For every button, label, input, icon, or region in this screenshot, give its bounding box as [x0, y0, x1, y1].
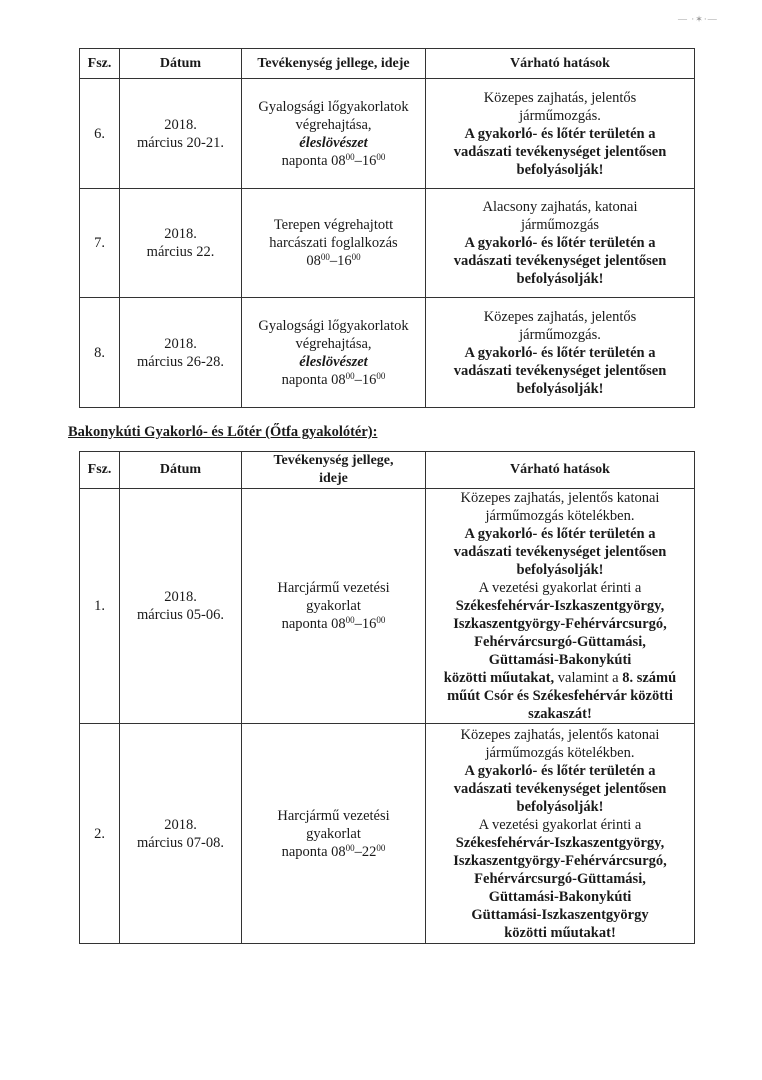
header-tevekenyseg-line: ideje	[319, 471, 348, 486]
row-effects	[426, 79, 695, 189]
effect-warning: befolyásolják!	[516, 161, 604, 178]
header-hatasok: Várható hatások	[426, 49, 695, 79]
road-segment: Fehérvárcsurgó-Güttamási,	[474, 634, 646, 650]
date-year: 2018.	[164, 116, 197, 133]
activity-line: Harcjármű vezetési	[277, 807, 390, 824]
row-activity	[242, 79, 426, 189]
schedule-table-1	[79, 48, 695, 408]
date-day: március 20-21.	[137, 134, 224, 151]
row-number: 6.	[80, 79, 120, 189]
row-activity	[242, 298, 426, 408]
effect-warning: befolyásolják!	[516, 798, 604, 815]
effect-line: Alacsony zajhatás, katonai	[482, 199, 638, 215]
row-effects	[426, 489, 695, 724]
road-segment: szakaszát!	[528, 706, 592, 722]
row-date	[120, 489, 242, 724]
road-segment: műút Csór és Székesfehérvár közötti	[447, 688, 673, 704]
activity-line: Harcjármű vezetési	[277, 580, 390, 596]
effect-line: Közepes zajhatás, jelentős katonai	[460, 490, 660, 506]
row-activity	[242, 724, 426, 944]
activity-live-fire: éleslövészet	[299, 134, 368, 151]
table-row	[80, 489, 695, 724]
road-segment: Székesfehérvár-Iszkaszentgyörgy,	[455, 598, 665, 614]
row-date	[120, 724, 242, 944]
activity-time: naponta $08^{00}-16^{00}$	[281, 615, 386, 632]
effect-line: járműmozgás.	[519, 107, 601, 124]
date-year: 2018.	[164, 816, 197, 833]
row-effects	[426, 189, 695, 298]
section-heading-bakonykuti: Bakonykúti Gyakorló- és Lőtér (Őtfa gyakolótér):	[68, 424, 378, 440]
date-year: 2018.	[164, 335, 197, 352]
row-number: 8.	[80, 298, 120, 408]
road-segment: Güttamási-Iszkaszentgyörgy	[471, 906, 649, 923]
header-fsz: Fsz.	[80, 452, 120, 489]
table-row	[80, 298, 695, 408]
row-date	[120, 298, 242, 408]
effect-line: járműmozgás.	[519, 326, 601, 343]
row-date	[120, 189, 242, 298]
effect-warning: A gyakorló- és lőtér területén a	[464, 762, 656, 779]
header-datum: Dátum	[120, 49, 242, 79]
table-row	[80, 79, 695, 189]
road-segment: Iszkaszentgyörgy-Fehérvárcsurgó,	[453, 616, 667, 632]
row-number: 2.	[80, 724, 120, 944]
road-segment: Iszkaszentgyörgy-Fehérvárcsurgó,	[453, 852, 667, 869]
activity-line: Gyalogsági lőgyakorlatok	[258, 98, 409, 115]
effect-line: járműmozgás	[520, 217, 600, 233]
activity-line: gyakorlat	[306, 825, 361, 842]
date-day: március 05-06.	[137, 607, 224, 623]
row-date	[120, 79, 242, 189]
date-day: március 26-28.	[137, 353, 224, 370]
row-activity	[242, 489, 426, 724]
road-segment: Güttamási-Bakonykúti	[488, 888, 632, 905]
date-day: március 07-08.	[137, 834, 224, 851]
header-tevekenyseg	[242, 452, 426, 489]
header-hatasok: Várható hatások	[426, 452, 695, 489]
effect-warning: vadászati tevékenységet jelentősen	[453, 253, 667, 269]
effect-warning: befolyásolják!	[516, 271, 604, 287]
effect-line: A vezetési gyakorlat érinti a	[478, 816, 642, 833]
effect-warning: A gyakorló- és lőtér területén a	[464, 125, 656, 142]
effect-line: A vezetési gyakorlat érinti a	[478, 580, 642, 596]
row-number: 7.	[80, 189, 120, 298]
table-row	[80, 189, 695, 298]
row-activity	[242, 189, 426, 298]
header-tevekenyseg-line: Tevékenység jellege,	[273, 453, 394, 468]
activity-line: végrehajtása,	[295, 116, 372, 133]
activity-line: Terepen végrehajtott	[273, 217, 394, 233]
activity-line: végrehajtása,	[295, 335, 372, 352]
road-segment: közötti műutakat!	[504, 924, 616, 941]
table-header-row	[80, 49, 695, 79]
row-number: 1.	[80, 489, 120, 724]
header-tevekenyseg: Tevékenység jellege, ideje	[242, 49, 426, 79]
corner-scan-mark: — ·✶·—	[678, 14, 718, 24]
row-effects	[426, 298, 695, 408]
header-datum: Dátum	[120, 452, 242, 489]
date-year: 2018.	[164, 589, 197, 605]
date-day: március 22.	[146, 244, 215, 260]
effect-warning: A gyakorló- és lőtér területén a	[464, 344, 656, 361]
date-year: 2018.	[164, 226, 197, 242]
effect-warning: A gyakorló- és lőtér területén a	[464, 526, 656, 542]
activity-time: naponta $08^{00}-16^{00}$	[281, 151, 386, 169]
table-header-row	[80, 452, 695, 489]
effect-line: Közepes zajhatás, jelentős	[483, 89, 637, 106]
effect-line: járműmozgás kötelékben.	[485, 508, 635, 524]
activity-live-fire: éleslövészet	[299, 353, 368, 370]
activity-time: $08^{00}-16^{00}$	[306, 252, 361, 269]
schedule-table-2	[79, 451, 695, 944]
activity-line: harcászati foglalkozás	[269, 235, 398, 251]
effect-warning: vadászati tevékenységet jelentősen	[453, 362, 667, 379]
effect-warning: befolyásolják!	[516, 562, 604, 578]
effect-line-mixed: közötti műutakat, valamint a 8. számú	[443, 670, 677, 686]
row-effects	[426, 724, 695, 944]
effect-line: Közepes zajhatás, jelentős katonai	[460, 726, 660, 743]
effect-line: Közepes zajhatás, jelentős	[483, 308, 637, 325]
table-row	[80, 724, 695, 944]
road-segment: Székesfehérvár-Iszkaszentgyörgy,	[455, 834, 665, 851]
activity-time: naponta $08^{00}-22^{00}$	[281, 842, 386, 860]
road-segment: Fehérvárcsurgó-Güttamási,	[474, 870, 646, 887]
road-segment: Güttamási-Bakonykúti	[488, 652, 632, 668]
header-fsz: Fsz.	[80, 49, 120, 79]
activity-time: naponta $08^{00}-16^{00}$	[281, 370, 386, 388]
effect-line: járműmozgás kötelékben.	[485, 744, 635, 761]
effect-warning: vadászati tevékenységet jelentősen	[453, 143, 667, 160]
effect-warning: befolyásolják!	[516, 380, 604, 397]
effect-warning: vadászati tevékenységet jelentősen	[453, 544, 667, 560]
activity-line: Gyalogsági lőgyakorlatok	[258, 317, 409, 334]
effect-warning: A gyakorló- és lőtér területén a	[464, 235, 656, 251]
effect-warning: vadászati tevékenységet jelentősen	[453, 780, 667, 797]
activity-line: gyakorlat	[306, 598, 361, 614]
